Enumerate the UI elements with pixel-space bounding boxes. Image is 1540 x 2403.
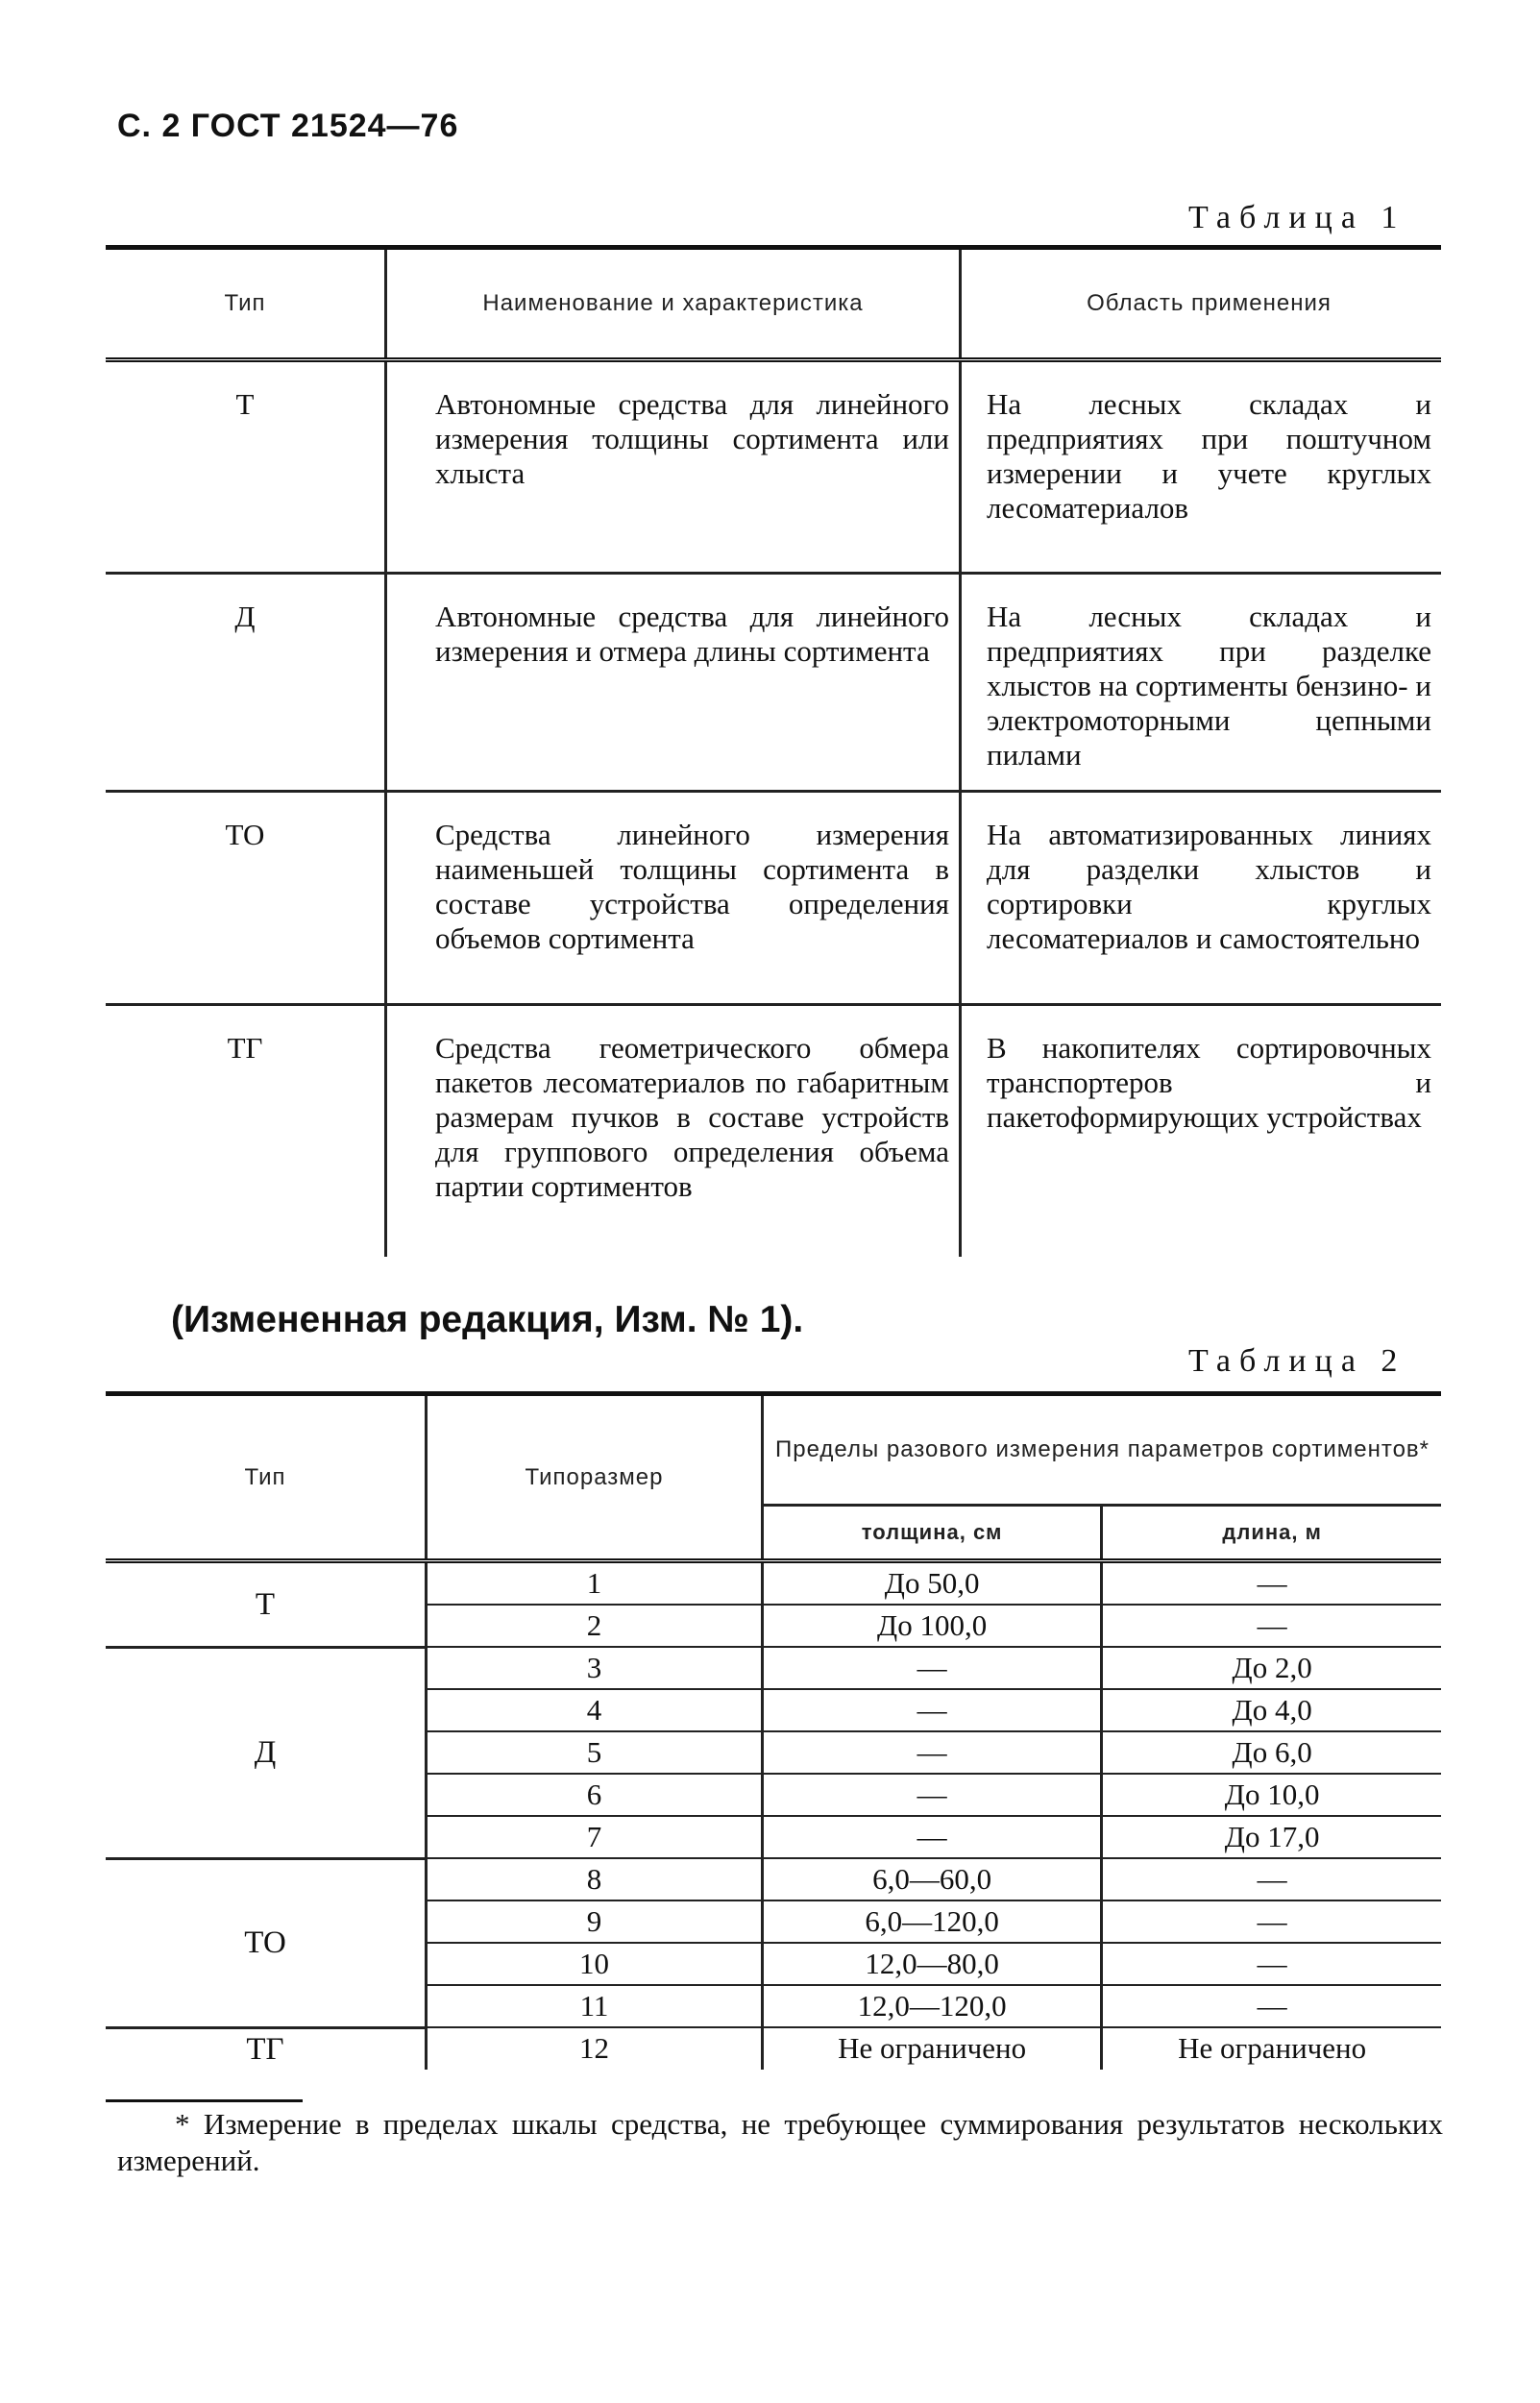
table2-cell-size: 7 (427, 1816, 763, 1858)
table2 (106, 1391, 1441, 2070)
table2-cell-type: Д (106, 1647, 427, 1858)
table-row (106, 574, 1441, 792)
page-header: С. 2 ГОСТ 21524—76 (117, 108, 459, 144)
table-row (106, 360, 1441, 574)
table2-col-length: длина, м (1102, 1506, 1441, 1561)
table1-caption: Таблица 1 (1188, 200, 1406, 235)
table1-cell-type: ТО (106, 792, 386, 1005)
table2-cell-size: 6 (427, 1774, 763, 1816)
table2-cell-thickness: До 50,0 (763, 1561, 1102, 1606)
table1-header-row (106, 248, 1441, 360)
table-row (106, 1858, 1441, 1900)
table2-cell-length: До 10,0 (1102, 1774, 1441, 1816)
table2-cell-type: Т (106, 1561, 427, 1648)
table2-cell-type: ТГ (246, 2031, 284, 2067)
table2-cell-length: — (1102, 1561, 1441, 1606)
table2-cell-length: Не ограничено (1102, 2027, 1441, 2070)
table-row (106, 2027, 1441, 2070)
table2-cell-thickness: 6,0—120,0 (763, 1900, 1102, 1943)
table2-cell-thickness: — (763, 1731, 1102, 1774)
footnote (117, 2106, 1443, 2179)
footnote-text: * Измерение в пределах шкалы средства, не требующее суммирования результатов нескольких измерений. (117, 2107, 1443, 2177)
table2-col-type: Тип (106, 1394, 427, 1561)
table1-cell-type: Т (235, 387, 255, 421)
table-row (106, 1561, 1441, 1606)
table2-cell-length: До 4,0 (1102, 1689, 1441, 1731)
table-row (106, 1005, 1441, 1257)
table2-cell-thickness: Не ограничено (763, 2027, 1102, 2070)
table2-cell-size: 9 (427, 1900, 763, 1943)
table2-cell-length: — (1102, 1858, 1441, 1900)
footnote-divider (106, 2099, 303, 2102)
table1-col-description: Наименование и характеристика (386, 248, 961, 360)
table2-cell-thickness: — (763, 1647, 1102, 1689)
table-row (106, 792, 1441, 1005)
table2-cell-size: 3 (427, 1647, 763, 1689)
table2-col-size: Типоразмер (427, 1394, 763, 1561)
table2-cell-thickness: — (763, 1816, 1102, 1858)
table2-cell-size: 10 (427, 1943, 763, 1985)
table1-cell-application: На автоматизированных линиях для разделки хлыстов и сортировки круглых лесоматериалов и самостоятельно (961, 792, 1442, 1005)
table2-cell-size: 11 (427, 1985, 763, 2027)
table2-cell-size: 4 (427, 1689, 763, 1731)
table1-cell-type: Д (106, 574, 386, 792)
table2-cell-length: — (1102, 1985, 1441, 2027)
table1-cell-application: На лесных складах и предприятиях при разделке хлыстов на сортименты бензино- и электромоторными цепными пилами (961, 574, 1442, 792)
table2-cell-thickness: — (763, 1689, 1102, 1731)
table2-cell-size: 12 (427, 2027, 763, 2070)
table2-header-row (106, 1394, 1441, 1506)
table2-cell-thickness: 12,0—120,0 (763, 1985, 1102, 2027)
table2-cell-thickness: — (763, 1774, 1102, 1816)
table1-cell-description: Средства геометрического обмера пакетов лесоматериалов по габаритным размерам пучков в составе устройств для группового определения объема партии сортиментов (386, 1005, 961, 1257)
table2-cell-thickness: 6,0—60,0 (763, 1858, 1102, 1900)
table2-cell-length: До 6,0 (1102, 1731, 1441, 1774)
table2-cell-size: 2 (427, 1605, 763, 1647)
table1-col-type: Тип (106, 248, 386, 360)
table-row (106, 1647, 1441, 1689)
table1-cell-description: Автономные средства для линейного измерения толщины сортимента или хлыста (386, 360, 961, 574)
table2-col-limits: Пределы разового измерения параметров сортиментов* (763, 1394, 1442, 1506)
table2-cell-size: 5 (427, 1731, 763, 1774)
table2-cell-length: До 17,0 (1102, 1816, 1441, 1858)
table2-cell-thickness: До 100,0 (763, 1605, 1102, 1647)
table2-cell-length: — (1102, 1943, 1441, 1985)
table1 (106, 245, 1441, 1257)
table1-cell-description: Автономные средства для линейного измерения и отмера длины сортимента (386, 574, 961, 792)
table2-caption: Таблица 2 (1188, 1343, 1406, 1379)
table2-cell-length: — (1102, 1900, 1441, 1943)
table1-cell-application: На лесных складах и предприятиях при поштучном измерении и учете круглых лесоматериалов (961, 360, 1442, 574)
table2-cell-length: — (1102, 1605, 1441, 1647)
table2-cell-type: ТО (106, 1858, 427, 2027)
redaction-note: (Измененная редакция, Изм. № 1). (171, 1299, 804, 1340)
table1-col-application: Область применения (961, 248, 1442, 360)
table2-col-thickness: толщина, см (763, 1506, 1102, 1561)
table2-cell-size: 8 (427, 1858, 763, 1900)
table2-cell-thickness: 12,0—80,0 (763, 1943, 1102, 1985)
table2-cell-length: До 2,0 (1102, 1647, 1441, 1689)
table1-cell-description: Средства линейного измерения наименьшей толщины сортимента в составе устройства определения объемов сортимента (386, 792, 961, 1005)
table1-cell-type: ТГ (106, 1005, 386, 1257)
table2-cell-size: 1 (427, 1561, 763, 1606)
table1-cell-application: В накопителях сортировочных транспортеров и пакетоформирующих устройствах (961, 1005, 1442, 1257)
